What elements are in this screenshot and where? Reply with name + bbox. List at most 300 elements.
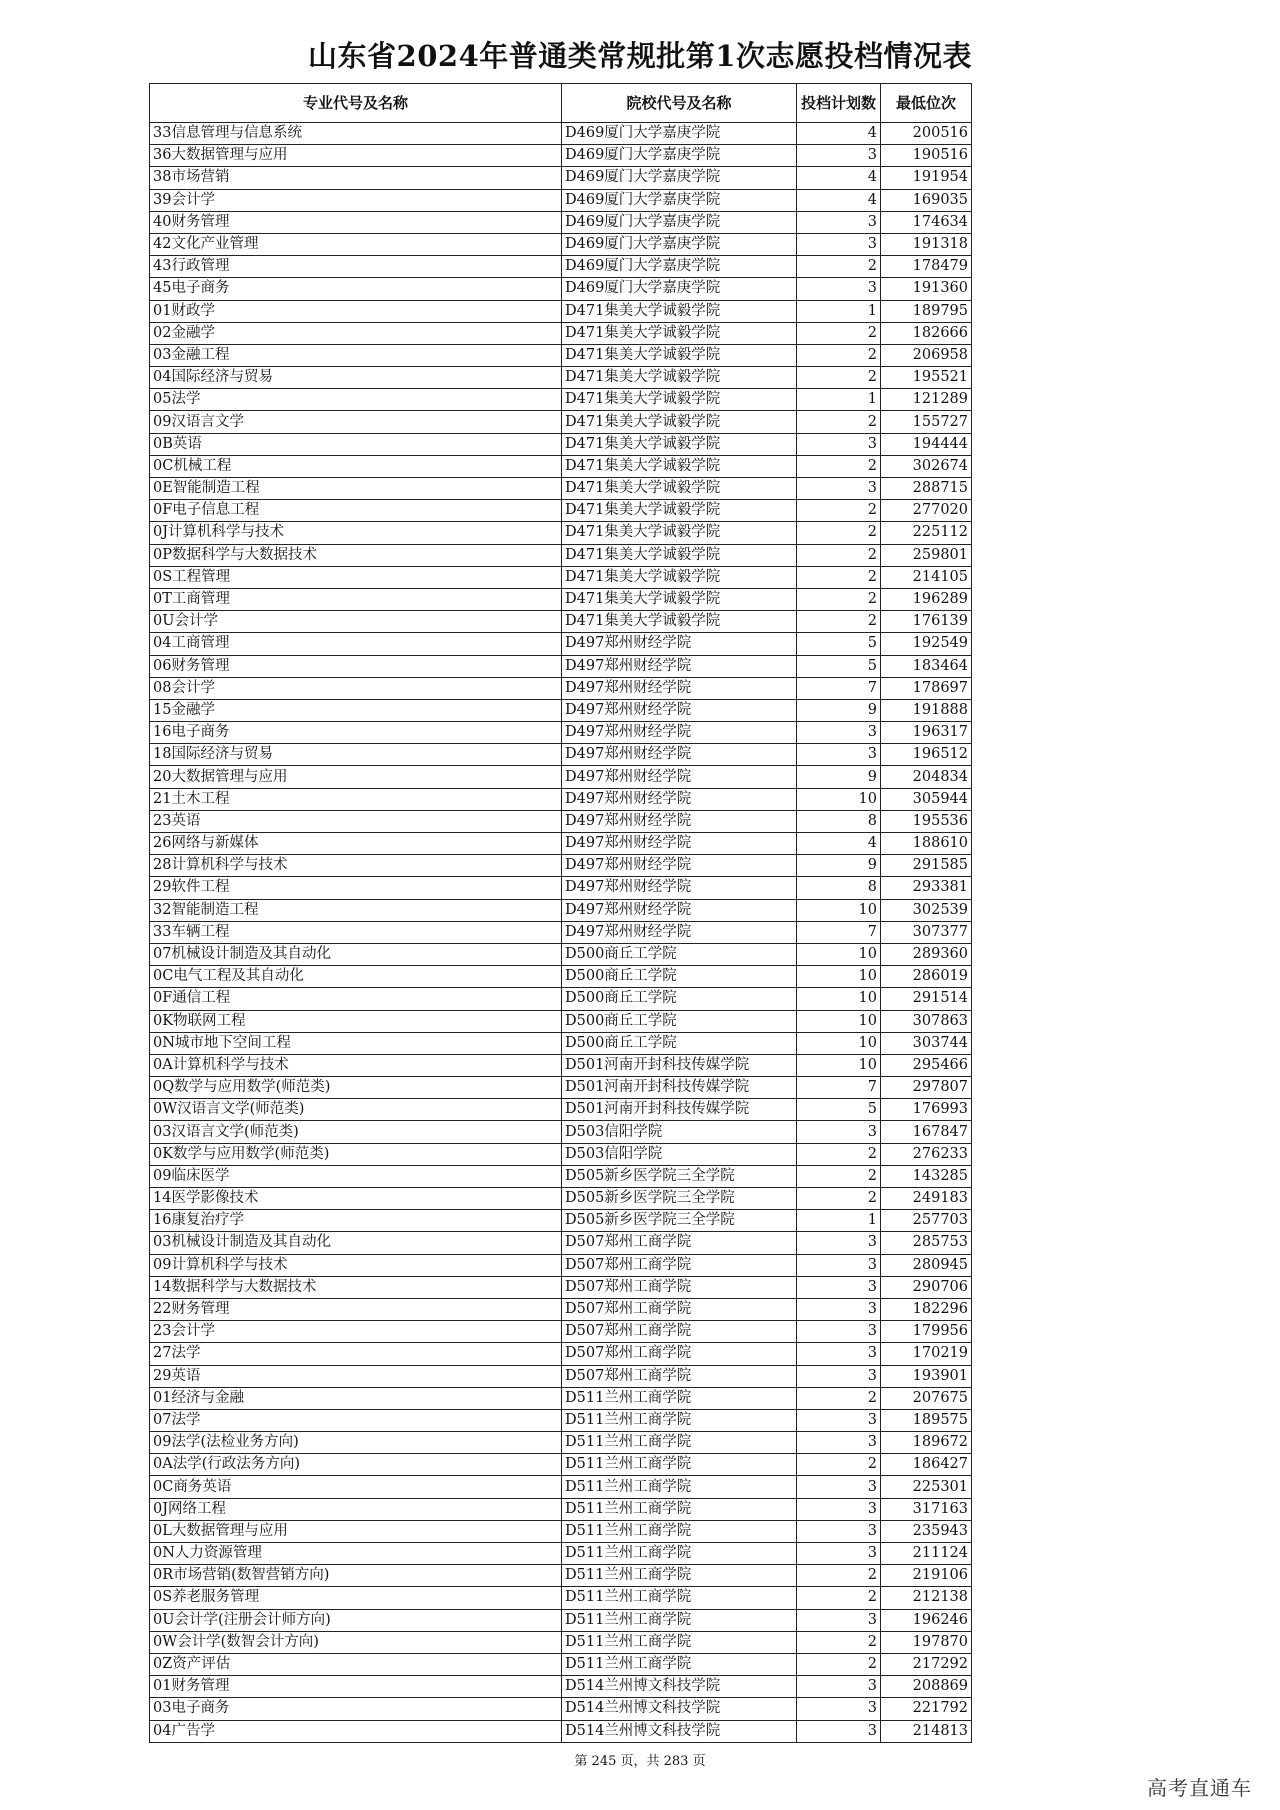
cell-major: 0J网络工程 — [150, 1498, 562, 1520]
cell-plan: 7 — [797, 1077, 881, 1099]
cell-plan: 2 — [797, 544, 881, 566]
cell-rank: 307377 — [881, 921, 972, 943]
cell-major: 27法学 — [150, 1343, 562, 1365]
cell-rank: 207675 — [881, 1387, 972, 1409]
cell-school: D514兰州博文科技学院 — [562, 1720, 797, 1742]
cell-rank: 197870 — [881, 1631, 972, 1653]
cell-school: D500商丘工学院 — [562, 988, 797, 1010]
table-row — [150, 1387, 972, 1409]
table-row — [150, 1609, 972, 1631]
cell-rank: 191360 — [881, 278, 972, 300]
cell-school: D497郑州财经学院 — [562, 877, 797, 899]
cell-school: D497郑州财经学院 — [562, 810, 797, 832]
cell-major: 0T工商管理 — [150, 588, 562, 610]
cell-major: 20大数据管理与应用 — [150, 766, 562, 788]
cell-school: D497郑州财经学院 — [562, 633, 797, 655]
table-row — [150, 278, 972, 300]
table-row — [150, 1143, 972, 1165]
cell-major: 18国际经济与贸易 — [150, 744, 562, 766]
header-rank: 最低位次 — [881, 84, 972, 123]
table-row — [150, 1032, 972, 1054]
cell-school: D497郑州财经学院 — [562, 855, 797, 877]
cell-plan: 4 — [797, 189, 881, 211]
table-row — [150, 1321, 972, 1343]
cell-school: D511兰州工商学院 — [562, 1476, 797, 1498]
table-row — [150, 1099, 972, 1121]
cell-rank: 176139 — [881, 611, 972, 633]
cell-plan: 9 — [797, 855, 881, 877]
table-row — [150, 256, 972, 278]
cell-rank: 307863 — [881, 1010, 972, 1032]
cell-plan: 3 — [797, 1676, 881, 1698]
cell-rank: 289360 — [881, 943, 972, 965]
cell-rank: 235943 — [881, 1520, 972, 1542]
cell-plan: 2 — [797, 367, 881, 389]
cell-rank: 189672 — [881, 1432, 972, 1454]
cell-major: 0S养老服务管理 — [150, 1587, 562, 1609]
cell-plan: 8 — [797, 810, 881, 832]
cell-school: D514兰州博文科技学院 — [562, 1676, 797, 1698]
cell-plan: 3 — [797, 744, 881, 766]
cell-school: D511兰州工商学院 — [562, 1653, 797, 1675]
cell-plan: 3 — [797, 722, 881, 744]
cell-major: 23英语 — [150, 810, 562, 832]
cell-plan: 4 — [797, 123, 881, 145]
table-row — [150, 699, 972, 721]
table-row — [150, 1520, 972, 1542]
cell-major: 0J计算机科学与技术 — [150, 522, 562, 544]
table-row — [150, 211, 972, 233]
cell-plan: 2 — [797, 344, 881, 366]
header-school: 院校代号及名称 — [562, 84, 797, 123]
cell-rank: 189795 — [881, 300, 972, 322]
table-row — [150, 833, 972, 855]
cell-plan: 5 — [797, 633, 881, 655]
cell-major: 0E智能制造工程 — [150, 478, 562, 500]
cell-rank: 291585 — [881, 855, 972, 877]
cell-rank: 195521 — [881, 367, 972, 389]
table-row — [150, 943, 972, 965]
cell-plan: 3 — [797, 478, 881, 500]
cell-plan: 2 — [797, 1653, 881, 1675]
cell-rank: 200516 — [881, 123, 972, 145]
table-row — [150, 633, 972, 655]
cell-school: D471集美大学诚毅学院 — [562, 611, 797, 633]
table-row — [150, 1543, 972, 1565]
table-row — [150, 1409, 972, 1431]
cell-major: 01财务管理 — [150, 1676, 562, 1698]
cell-major: 0U会计学 — [150, 611, 562, 633]
cell-school: D511兰州工商学院 — [562, 1587, 797, 1609]
table-row — [150, 411, 972, 433]
cell-plan: 3 — [797, 1343, 881, 1365]
table-row — [150, 1077, 972, 1099]
table-row — [150, 1631, 972, 1653]
cell-rank: 121289 — [881, 389, 972, 411]
cell-school: D471集美大学诚毅学院 — [562, 522, 797, 544]
cell-plan: 9 — [797, 766, 881, 788]
table-row — [150, 167, 972, 189]
cell-plan: 3 — [797, 1232, 881, 1254]
cell-school: D497郑州财经学院 — [562, 833, 797, 855]
cell-plan: 10 — [797, 788, 881, 810]
cell-rank: 182296 — [881, 1298, 972, 1320]
cell-rank: 257703 — [881, 1210, 972, 1232]
cell-rank: 290706 — [881, 1276, 972, 1298]
watermark: 高考直通车 — [1147, 1776, 1252, 1800]
cell-school: D507郑州工商学院 — [562, 1254, 797, 1276]
cell-rank: 214105 — [881, 566, 972, 588]
cell-plan: 3 — [797, 1254, 881, 1276]
cell-plan: 2 — [797, 1165, 881, 1187]
cell-school: D507郑州工商学院 — [562, 1298, 797, 1320]
cell-major: 0R市场营销(数智营销方向) — [150, 1565, 562, 1587]
cell-plan: 10 — [797, 899, 881, 921]
cell-school: D507郑州工商学院 — [562, 1276, 797, 1298]
cell-rank: 143285 — [881, 1165, 972, 1187]
cell-school: D511兰州工商学院 — [562, 1432, 797, 1454]
cell-major: 0B英语 — [150, 433, 562, 455]
cell-school: D471集美大学诚毅学院 — [562, 344, 797, 366]
cell-school: D497郑州财经学院 — [562, 921, 797, 943]
table-row — [150, 1254, 972, 1276]
cell-rank: 189575 — [881, 1409, 972, 1431]
cell-rank: 219106 — [881, 1565, 972, 1587]
cell-plan: 2 — [797, 588, 881, 610]
cell-rank: 206958 — [881, 344, 972, 366]
cell-rank: 285753 — [881, 1232, 972, 1254]
table-row — [150, 1476, 972, 1498]
cell-school: D471集美大学诚毅学院 — [562, 478, 797, 500]
table-row — [150, 1276, 972, 1298]
cell-major: 0K物联网工程 — [150, 1010, 562, 1032]
cell-major: 29英语 — [150, 1365, 562, 1387]
cell-plan: 1 — [797, 1210, 881, 1232]
cell-rank: 225301 — [881, 1476, 972, 1498]
cell-school: D471集美大学诚毅学院 — [562, 389, 797, 411]
cell-major: 0F通信工程 — [150, 988, 562, 1010]
cell-school: D505新乡医学院三全学院 — [562, 1188, 797, 1210]
cell-major: 38市场营销 — [150, 167, 562, 189]
table-row — [150, 1720, 972, 1742]
cell-rank: 188610 — [881, 833, 972, 855]
table-row — [150, 455, 972, 477]
cell-major: 04广告学 — [150, 1720, 562, 1742]
cell-school: D511兰州工商学院 — [562, 1520, 797, 1542]
cell-plan: 1 — [797, 389, 881, 411]
header-plan: 投档计划数 — [797, 84, 881, 123]
cell-rank: 191888 — [881, 699, 972, 721]
cell-major: 0W汉语言文学(师范类) — [150, 1099, 562, 1121]
cell-rank: 277020 — [881, 500, 972, 522]
table-row — [150, 921, 972, 943]
cell-plan: 3 — [797, 1121, 881, 1143]
table-row — [150, 1343, 972, 1365]
table-row — [150, 1054, 972, 1076]
cell-rank: 196512 — [881, 744, 972, 766]
cell-school: D511兰州工商学院 — [562, 1543, 797, 1565]
table-row — [150, 1676, 972, 1698]
cell-school: D511兰州工商学院 — [562, 1409, 797, 1431]
table-row — [150, 344, 972, 366]
cell-major: 29软件工程 — [150, 877, 562, 899]
cell-major: 21土木工程 — [150, 788, 562, 810]
cell-major: 40财务管理 — [150, 211, 562, 233]
cell-rank: 176993 — [881, 1099, 972, 1121]
cell-school: D497郑州财经学院 — [562, 699, 797, 721]
cell-major: 42文化产业管理 — [150, 233, 562, 255]
cell-plan: 3 — [797, 233, 881, 255]
cell-major: 04国际经济与贸易 — [150, 367, 562, 389]
cell-school: D471集美大学诚毅学院 — [562, 500, 797, 522]
table-body — [150, 123, 972, 1743]
cell-plan: 2 — [797, 256, 881, 278]
table-row — [150, 1653, 972, 1675]
table-row — [150, 123, 972, 145]
cell-rank: 167847 — [881, 1121, 972, 1143]
cell-school: D503信阳学院 — [562, 1121, 797, 1143]
table-row — [150, 522, 972, 544]
cell-school: D469厦门大学嘉庚学院 — [562, 278, 797, 300]
cell-rank: 183464 — [881, 655, 972, 677]
cell-rank: 179956 — [881, 1321, 972, 1343]
cell-school: D497郑州财经学院 — [562, 677, 797, 699]
cell-rank: 191954 — [881, 167, 972, 189]
cell-plan: 3 — [797, 1409, 881, 1431]
cell-school: D469厦门大学嘉庚学院 — [562, 233, 797, 255]
cell-school: D469厦门大学嘉庚学院 — [562, 256, 797, 278]
header-major: 专业代号及名称 — [150, 84, 562, 123]
cell-major: 14数据科学与大数据技术 — [150, 1276, 562, 1298]
cell-plan: 5 — [797, 655, 881, 677]
table-row — [150, 322, 972, 344]
cell-school: D471集美大学诚毅学院 — [562, 433, 797, 455]
cell-school: D503信阳学院 — [562, 1143, 797, 1165]
cell-plan: 2 — [797, 1454, 881, 1476]
cell-plan: 2 — [797, 455, 881, 477]
cell-school: D505新乡医学院三全学院 — [562, 1210, 797, 1232]
cell-major: 16电子商务 — [150, 722, 562, 744]
cell-plan: 3 — [797, 1609, 881, 1631]
table-row — [150, 655, 972, 677]
cell-rank: 291514 — [881, 988, 972, 1010]
cell-plan: 10 — [797, 943, 881, 965]
cell-plan: 10 — [797, 988, 881, 1010]
cell-major: 36大数据管理与应用 — [150, 145, 562, 167]
cell-school: D507郑州工商学院 — [562, 1365, 797, 1387]
table-row — [150, 566, 972, 588]
cell-major: 16康复治疗学 — [150, 1210, 562, 1232]
table-row — [150, 1121, 972, 1143]
table-row — [150, 611, 972, 633]
cell-school: D497郑州财经学院 — [562, 655, 797, 677]
cell-school: D500商丘工学院 — [562, 966, 797, 988]
cell-rank: 214813 — [881, 1720, 972, 1742]
cell-school: D471集美大学诚毅学院 — [562, 322, 797, 344]
cell-rank: 196317 — [881, 722, 972, 744]
cell-plan: 3 — [797, 1698, 881, 1720]
cell-plan: 10 — [797, 1032, 881, 1054]
table-row — [150, 1565, 972, 1587]
cell-school: D501河南开封科技传媒学院 — [562, 1077, 797, 1099]
cell-major: 39会计学 — [150, 189, 562, 211]
cell-school: D471集美大学诚毅学院 — [562, 588, 797, 610]
cell-plan: 2 — [797, 611, 881, 633]
cell-rank: 174634 — [881, 211, 972, 233]
cell-rank: 288715 — [881, 478, 972, 500]
cell-plan: 2 — [797, 1565, 881, 1587]
cell-plan: 10 — [797, 1010, 881, 1032]
cell-rank: 221792 — [881, 1698, 972, 1720]
cell-major: 0K数学与应用数学(师范类) — [150, 1143, 562, 1165]
cell-school: D500商丘工学院 — [562, 1032, 797, 1054]
cell-major: 0C机械工程 — [150, 455, 562, 477]
cell-school: D497郑州财经学院 — [562, 744, 797, 766]
table-row — [150, 233, 972, 255]
table-row — [150, 478, 972, 500]
cell-major: 0L大数据管理与应用 — [150, 1520, 562, 1542]
cell-plan: 3 — [797, 211, 881, 233]
table-row — [150, 300, 972, 322]
cell-major: 0W会计学(数智会计方向) — [150, 1631, 562, 1653]
cell-major: 15金融学 — [150, 699, 562, 721]
cell-major: 32智能制造工程 — [150, 899, 562, 921]
cell-major: 07法学 — [150, 1409, 562, 1431]
table-row — [150, 966, 972, 988]
cell-school: D469厦门大学嘉庚学院 — [562, 167, 797, 189]
cell-major: 09汉语言文学 — [150, 411, 562, 433]
cell-plan: 3 — [797, 1720, 881, 1742]
cell-rank: 192549 — [881, 633, 972, 655]
cell-rank: 302674 — [881, 455, 972, 477]
table-row — [150, 1498, 972, 1520]
cell-rank: 295466 — [881, 1054, 972, 1076]
cell-rank: 212138 — [881, 1587, 972, 1609]
table-row — [150, 1210, 972, 1232]
table-row — [150, 1432, 972, 1454]
table-row — [150, 766, 972, 788]
cell-rank: 186427 — [881, 1454, 972, 1476]
cell-rank: 193901 — [881, 1365, 972, 1387]
cell-rank: 297807 — [881, 1077, 972, 1099]
cell-major: 0Q数学与应用数学(师范类) — [150, 1077, 562, 1099]
cell-school: D497郑州财经学院 — [562, 722, 797, 744]
cell-rank: 194444 — [881, 433, 972, 455]
cell-plan: 2 — [797, 1188, 881, 1210]
admission-table — [149, 83, 972, 1743]
cell-major: 45电子商务 — [150, 278, 562, 300]
cell-school: D511兰州工商学院 — [562, 1631, 797, 1653]
cell-plan: 3 — [797, 1276, 881, 1298]
cell-rank: 204834 — [881, 766, 972, 788]
cell-school: D471集美大学诚毅学院 — [562, 300, 797, 322]
cell-school: D501河南开封科技传媒学院 — [562, 1099, 797, 1121]
cell-plan: 1 — [797, 300, 881, 322]
cell-plan: 3 — [797, 433, 881, 455]
cell-major: 0N人力资源管理 — [150, 1543, 562, 1565]
table-row — [150, 1587, 972, 1609]
cell-rank: 191318 — [881, 233, 972, 255]
cell-major: 14医学影像技术 — [150, 1188, 562, 1210]
table-row — [150, 899, 972, 921]
cell-school: D507郑州工商学院 — [562, 1321, 797, 1343]
cell-major: 28计算机科学与技术 — [150, 855, 562, 877]
cell-school: D471集美大学诚毅学院 — [562, 367, 797, 389]
table-row — [150, 788, 972, 810]
table-row — [150, 810, 972, 832]
table-row — [150, 1454, 972, 1476]
cell-major: 08会计学 — [150, 677, 562, 699]
cell-major: 33车辆工程 — [150, 921, 562, 943]
cell-major: 02金融学 — [150, 322, 562, 344]
cell-plan: 10 — [797, 1054, 881, 1076]
cell-plan: 2 — [797, 1143, 881, 1165]
cell-school: D497郑州财经学院 — [562, 766, 797, 788]
cell-major: 01财政学 — [150, 300, 562, 322]
cell-major: 0Z资产评估 — [150, 1653, 562, 1675]
cell-plan: 2 — [797, 500, 881, 522]
table-row — [150, 1698, 972, 1720]
cell-rank: 217292 — [881, 1653, 972, 1675]
table-row — [150, 744, 972, 766]
cell-rank: 196246 — [881, 1609, 972, 1631]
page-title: 山东省2024年普通类常规批第1次志愿投档情况表 — [308, 39, 972, 73]
cell-rank: 303744 — [881, 1032, 972, 1054]
cell-plan: 3 — [797, 1498, 881, 1520]
cell-major: 0P数据科学与大数据技术 — [150, 544, 562, 566]
cell-rank: 195536 — [881, 810, 972, 832]
cell-major: 09法学(法检业务方向) — [150, 1432, 562, 1454]
cell-major: 05法学 — [150, 389, 562, 411]
cell-major: 03汉语言文学(师范类) — [150, 1121, 562, 1143]
cell-major: 03电子商务 — [150, 1698, 562, 1720]
cell-rank: 182666 — [881, 322, 972, 344]
cell-school: D500商丘工学院 — [562, 1010, 797, 1032]
cell-plan: 5 — [797, 1099, 881, 1121]
table-row — [150, 189, 972, 211]
cell-rank: 293381 — [881, 877, 972, 899]
cell-school: D469厦门大学嘉庚学院 — [562, 145, 797, 167]
cell-major: 43行政管理 — [150, 256, 562, 278]
table-row — [150, 677, 972, 699]
cell-plan: 2 — [797, 1631, 881, 1653]
table-row — [150, 1165, 972, 1187]
table-row — [150, 1188, 972, 1210]
cell-major: 09计算机科学与技术 — [150, 1254, 562, 1276]
cell-plan: 9 — [797, 699, 881, 721]
cell-plan: 3 — [797, 1432, 881, 1454]
table-row — [150, 722, 972, 744]
cell-major: 0C商务英语 — [150, 1476, 562, 1498]
cell-school: D471集美大学诚毅学院 — [562, 411, 797, 433]
cell-major: 0N城市地下空间工程 — [150, 1032, 562, 1054]
table-row — [150, 367, 972, 389]
cell-major: 22财务管理 — [150, 1298, 562, 1320]
table-row — [150, 1298, 972, 1320]
table-header-row — [150, 84, 972, 123]
table-row — [150, 1365, 972, 1387]
cell-major: 09临床医学 — [150, 1165, 562, 1187]
cell-rank: 211124 — [881, 1543, 972, 1565]
cell-rank: 317163 — [881, 1498, 972, 1520]
table-row — [150, 145, 972, 167]
cell-school: D497郑州财经学院 — [562, 788, 797, 810]
table-row — [150, 988, 972, 1010]
table-row — [150, 1010, 972, 1032]
cell-rank: 225112 — [881, 522, 972, 544]
cell-school: D511兰州工商学院 — [562, 1498, 797, 1520]
cell-rank: 276233 — [881, 1143, 972, 1165]
